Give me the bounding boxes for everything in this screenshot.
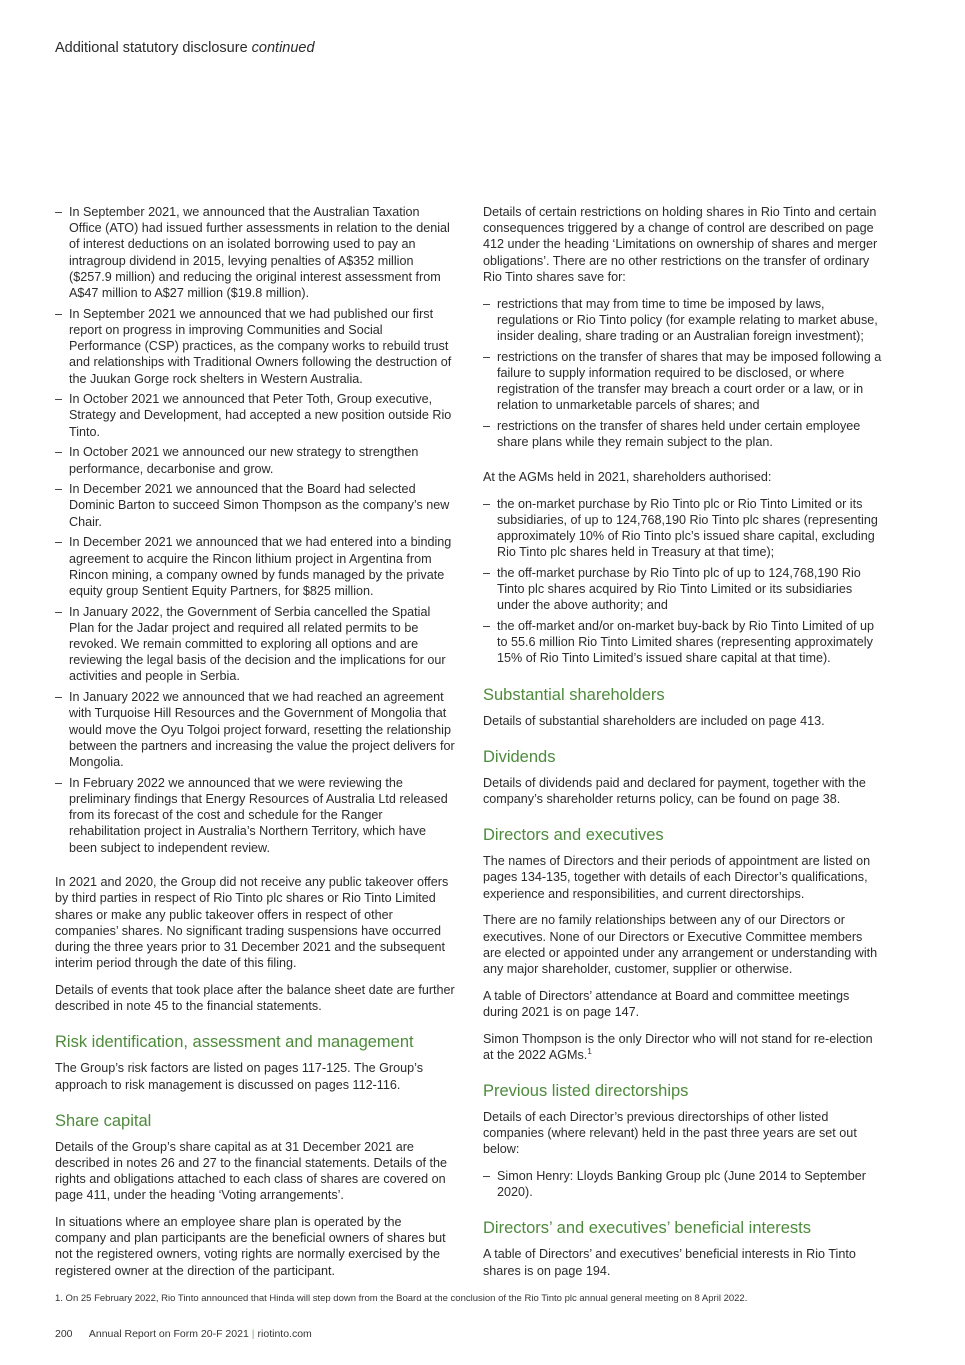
- list-item: – the off-market purchase by Rio Tinto plc of up to 124,768,190 Rio Tinto plc shares acquired by Rio Tinto Limited or its subsidiaries under the above authority; and: [483, 565, 883, 614]
- substantial-shareholders-heading: Substantial shareholders: [483, 685, 665, 704]
- directors-paragraph-3: A table of Directors’ attendance at Board and committee meetings during 2021 is on page 147.: [483, 988, 850, 1019]
- footnote: 1. On 25 February 2022, Rio Tinto announced that Hinda will step down from the Board at the conclusion of the Rio Tinto plc annual general meeting on 8 April 2022.: [55, 1293, 748, 1304]
- previous-directorships-list: [483, 1168, 883, 1200]
- beneficial-interests-paragraph: A table of Directors’ and executives’ beneficial interests in Rio Tinto shares is on page 194.: [483, 1247, 856, 1278]
- previous-directorships-paragraph: Details of each Director’s previous directorships of other listed companies (where relevant) held in the past three years are set out below:: [483, 1109, 857, 1157]
- dividends-paragraph: Details of dividends paid and declared for payment, together with the company’s shareholder returns policy, can be found on page 38.: [483, 775, 866, 806]
- list-item: – In February 2022 we announced that we were reviewing the preliminary findings that Energy Resources of Australia Ltd released from its forecast of the cost and schedule for the Ranger rehabilitation project in Australia’s Northern Territory, which have been subject to independent review.: [55, 775, 455, 856]
- directors-paragraph-4: [483, 1031, 883, 1063]
- list-item: – In December 2021 we announced that the Board had selected Dominic Barton to succeed Simon Thompson as the company’s new Chair.: [55, 481, 455, 530]
- list-item: – In September 2021 we announced that we had published our first report on progress in improving Communities and Social Performance (CSP) practices, as the company works to rebuild trust and relationships with Traditional Owners following the destruction of the Juukan Gorge rock shelters in Western Australia.: [55, 306, 455, 387]
- footer-divider: |: [251, 1328, 255, 1340]
- list-item: – In December 2021 we announced that we had entered into a binding agreement to acquire the Rincon lithium project in Argentina from Rincon mining, a company owned by funds managed by the private equity group Sentient Equity Partners, for $825 million.: [55, 534, 455, 599]
- events-paragraph: Details of events that took place after the balance sheet date are further described in note 45 to the financial statements.: [55, 982, 455, 1014]
- list-item: – In September 2021, we announced that the Australian Taxation Office (ATO) had issued further assessments in relation to the denial of interest deductions on an isolated borrowing used to pay an intragroup dividend in 2015, levying penalties of A$352 million ($257.9 million) and reducing the original interest assessment from A$47 million to A$27 million ($19.8 million).: [55, 204, 455, 301]
- report-title: Annual Report on Form 20-F 2021: [88, 1328, 249, 1340]
- directors-paragraph-4-text: Simon Thompson is the only Director who will not stand for re-election at the 2022 AGMs.: [483, 1031, 873, 1062]
- directors-paragraph-2: There are no family relationships between any of our Directors or executives. None of our Directors or Executive Committee members are elected or appointed under any arrangement or understanding with any major shareholder, customer, supplier or otherwise.: [483, 913, 878, 976]
- directors-heading: Directors and executives: [483, 826, 664, 845]
- risk-paragraph: The Group’s risk factors are listed on pages 117-125. The Group’s approach to risk management is discussed on pages 112-116.: [55, 1061, 423, 1092]
- list-item: – In October 2021 we announced our new strategy to strengthen performance, decarbonise and grow.: [55, 444, 455, 476]
- share-capital-heading: Share capital: [55, 1111, 152, 1130]
- list-item: [483, 1168, 883, 1200]
- footnote-ref: 1: [587, 1046, 592, 1056]
- director-detail: Lloyds Banking Group plc (June 2014 to September 2020).: [497, 1169, 866, 1200]
- agm-list: [483, 496, 883, 667]
- header-title: Additional statutory disclosure: [55, 40, 248, 56]
- left-column: [55, 204, 455, 1289]
- list-item: – In October 2021 we announced that Peter Toth, Group executive, Strategy and Development, had accepted a new position outside Rio Tinto.: [55, 391, 455, 440]
- list-item: – In January 2022 we announced that we had reached an agreement with Turquoise Hill Resources and the Government of Mongolia that would move the Oyu Tolgoi project forward, resetting the relationship between the partners and increasing the value the project delivers for Mongolia.: [55, 689, 455, 770]
- beneficial-interests-heading: Directors’ and executives’ beneficial interests: [483, 1219, 812, 1238]
- list-item: – restrictions that may from time to time be imposed by laws, regulations or Rio Tinto policy (for example relating to market abuse, insider dealing, share trading or an Australian foreign investment);: [483, 296, 883, 345]
- agm-intro: At the AGMs held in 2021, shareholders authorised:: [483, 469, 772, 484]
- page-footer: [55, 1328, 312, 1340]
- header-suffix: continued: [251, 40, 315, 56]
- restrictions-intro: Details of certain restrictions on holding shares in Rio Tinto and certain consequences triggered by a change of control are described on page 412 under the heading ‘Limitations on ownership of shares and merger obligations’. There are no other restrictions on the transfer of ordinary Rio Tinto shares save for:: [483, 205, 878, 284]
- directors-paragraph-1: The names of Directors and their periods of appointment are listed on pages 134-135, together with details of each Director’s qualifications, experience and responsibilities, and current directorships.: [483, 854, 871, 901]
- director-name: Simon Henry:: [497, 1169, 574, 1184]
- list-item: – restrictions on the transfer of shares held under certain employee share plans while they remain subject to the plan.: [483, 418, 883, 450]
- takeover-paragraph: In 2021 and 2020, the Group did not receive any public takeover offers by third parties in respect of Rio Tinto plc shares or Rio Tinto Limited shares or make any public takeover offers in respect of other companies’ shares. No significant trading suspensions have occurred during the three years prior to 31 December 2021 and the subsequent interim period through the date of this filing.: [55, 875, 449, 971]
- previous-directorships-heading: Previous listed directorships: [483, 1081, 689, 1100]
- list-item: – the off-market and/or on-market buy-back by Rio Tinto Limited of up to 55.6 million Rio Tinto Limited shares (representing approximately 15% of Rio Tinto Limited’s issued share capital at that time).: [483, 618, 883, 667]
- risk-heading: Risk identification, assessment and management: [55, 1033, 414, 1052]
- page-number: 200: [55, 1328, 73, 1340]
- list-item: – restrictions on the transfer of shares that may be imposed following a failure to supply information required to be disclosed, or where registration of the transfer may breach a court order or a law, or in relation to unmarketable parcels of shares; and: [483, 349, 883, 414]
- events-list: [55, 204, 455, 856]
- share-capital-paragraph-1: Details of the Group’s share capital as at 31 December 2021 are described in notes 26 and 27 to the financial statements. Details of the rights and obligations attached to each class of shares are covered on page 411, under the heading ‘Voting arrangements’.: [55, 1139, 448, 1203]
- dividends-heading: Dividends: [483, 747, 556, 766]
- substantial-shareholders-paragraph: Details of substantial shareholders are included on page 413.: [483, 713, 825, 728]
- right-column: [483, 204, 883, 1289]
- website-link[interactable]: riotinto.com: [257, 1328, 312, 1340]
- share-capital-paragraph-2: In situations where an employee share plan is operated by the company and plan participants are the beneficial owners of shares but not the registered owners, voting rights are normally exercised by the registered owner at the direction of the participant.: [55, 1215, 446, 1278]
- list-item: – In January 2022, the Government of Serbia cancelled the Spatial Plan for the Jadar project and required all related permits to be revoked. We remain committed to exploring all options and are reviewing the legal basis of the decision and the implications for our activities and people in Serbia.: [55, 604, 455, 685]
- restrictions-list: [483, 296, 883, 451]
- list-item: – the on-market purchase by Rio Tinto plc or Rio Tinto Limited or its subsidiaries, of up to 124,768,190 Rio Tinto plc shares (representing approximately 10% of Rio Tinto plc’s issued share capital, excluding Rio Tinto plc shares held in Treasury at that time);: [483, 496, 883, 561]
- page-header: [55, 40, 315, 56]
